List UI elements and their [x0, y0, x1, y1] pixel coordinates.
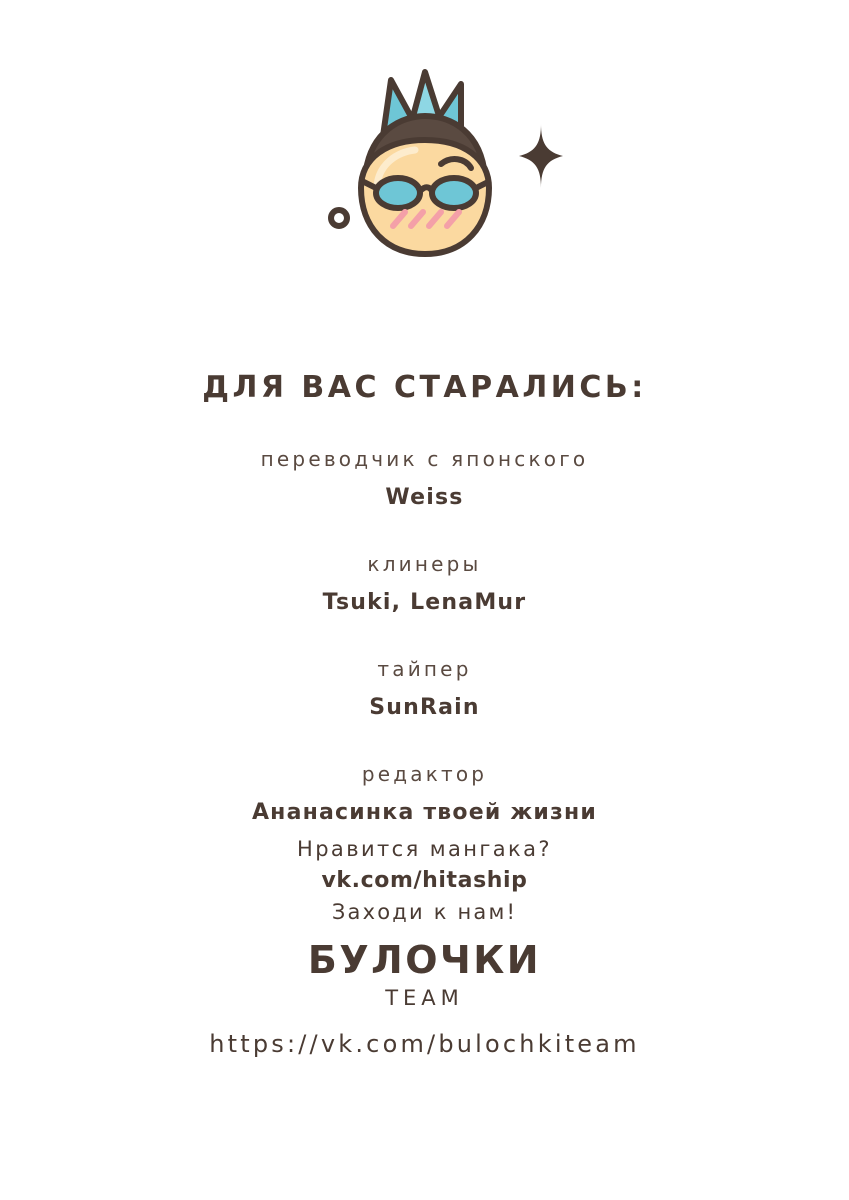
credit-entry: [0, 552, 849, 615]
credit-role: переводчик с японского: [260, 447, 589, 471]
promo-invite: Заходи к нам!: [331, 900, 518, 924]
team-subtitle: TEAM: [385, 986, 464, 1010]
credit-role: редактор: [361, 762, 488, 786]
credit-names: Ананасинка твоей жизни: [251, 800, 598, 825]
promo-vk-link[interactable]: vk.com/hitaship: [321, 868, 528, 893]
promo-block: [0, 825, 849, 1058]
team-name: БУЛОЧКИ: [307, 938, 542, 982]
credit-names: SunRain: [369, 695, 480, 720]
mascot-illustration: [265, 58, 585, 288]
credit-names: Tsuki, LenaMur: [322, 590, 527, 615]
sparkle-icon: [519, 124, 563, 188]
credit-entry: [0, 447, 849, 510]
credit-names: Weiss: [385, 485, 464, 510]
credit-entry: [0, 657, 849, 720]
credits-title: ДЛЯ ВАС СТАРАЛИСЬ:: [202, 370, 647, 405]
team-site-link[interactable]: https://vk.com/bulochkiteam: [209, 1030, 640, 1058]
credit-role: тайпер: [377, 657, 472, 681]
credits-block: [0, 288, 849, 825]
credit-entry: [0, 762, 849, 825]
credit-role: клинеры: [367, 552, 482, 576]
promo-question: Нравится мангака?: [297, 837, 552, 861]
